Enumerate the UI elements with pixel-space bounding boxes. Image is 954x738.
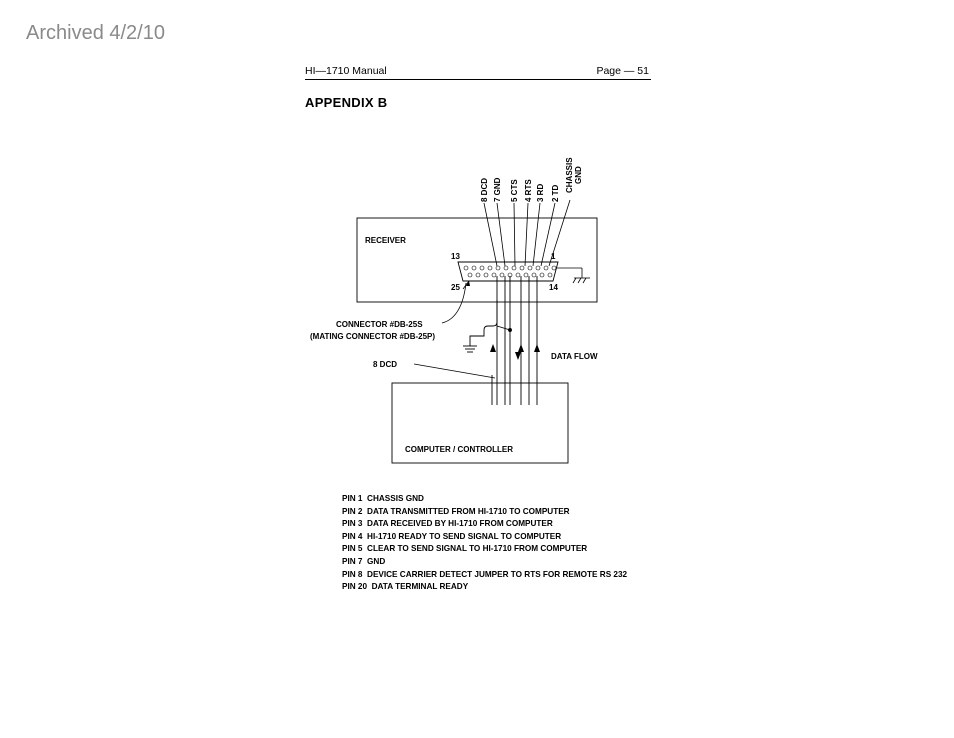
page-number: Page — 51 (596, 65, 649, 77)
pin-row (342, 543, 627, 556)
receiver-box (357, 218, 597, 302)
pin-description: GND (367, 556, 386, 566)
pin-description: HI-1710 READY TO SEND SIGNAL TO COMPUTER (367, 531, 562, 541)
pin-number: PIN 2 (342, 506, 368, 516)
pin-row (342, 518, 627, 531)
pin-number: PIN 1 (342, 494, 368, 503)
pin-14-label: 14 (549, 283, 558, 292)
pin-row (342, 506, 627, 519)
computer-label: COMPUTER / CONTROLLER (405, 445, 513, 454)
pin-description: DEVICE CARRIER DETECT JUMPER TO RTS FOR REMOTE RS 232 (367, 569, 628, 579)
pin-label-gnd: 7 GND (493, 177, 502, 202)
connector-label: CONNECTOR #DB-25S (336, 320, 423, 329)
pin-number: PIN 20 (342, 582, 372, 592)
pin-row (342, 493, 627, 506)
connector-pins-top (464, 266, 556, 270)
chassis-label: CHASSIS (565, 157, 574, 193)
db25-connector (458, 262, 558, 281)
data-flow-arrows (490, 344, 540, 360)
pin-25-label: 25 (451, 283, 460, 292)
pin-number: PIN 8 (342, 569, 368, 579)
pin-number: PIN 4 (342, 531, 368, 541)
pin-description: CHASSIS GND (367, 494, 424, 503)
pin-row (342, 581, 627, 594)
dcd-jumper (463, 300, 512, 352)
data-flow-label: DATA FLOW (551, 352, 598, 361)
pin-number: PIN 3 (342, 519, 368, 529)
pin-description: CLEAR TO SEND SIGNAL TO HI-1710 FROM COMPUTER (367, 544, 588, 554)
pin-label-dcd: 8 DCD (480, 177, 489, 202)
dcd-label: 8 DCD (373, 360, 398, 369)
pin-label-rts: 4 RTS (524, 179, 533, 202)
chassis-ground-symbol (556, 268, 590, 283)
pin-description: DATA TERMINAL READY (371, 582, 469, 592)
pin-1-label: 1 (551, 252, 556, 261)
section-title: APPENDIX B (305, 95, 388, 110)
pin-labels (480, 157, 583, 202)
pin-description-list (342, 493, 627, 594)
pin-number: PIN 5 (342, 544, 368, 554)
pin-row (342, 556, 627, 569)
manual-title: HI—1710 Manual (305, 65, 387, 77)
gnd-label: GND (574, 166, 583, 184)
pin-13-label: 13 (451, 252, 460, 261)
pin-label-rd: 3 RD (536, 183, 545, 202)
label-leader-lines (484, 200, 570, 266)
pin-label-cts: 5 CTS (510, 179, 519, 202)
archived-watermark: Archived 4/2/10 (26, 22, 165, 44)
pin-description: DATA RECEIVED BY HI-1710 FROM COMPUTER (367, 519, 553, 529)
pin-label-td: 2 TD (551, 184, 560, 202)
signal-wires (492, 276, 537, 405)
pin-description: DATA TRANSMITTED FROM HI-1710 TO COMPUTER (367, 506, 570, 516)
receiver-label: RECEIVER (365, 236, 406, 245)
pin-number: PIN 7 (342, 556, 368, 566)
pin-row (342, 569, 627, 582)
mating-connector-label: (MATING CONNECTOR #DB-25P) (310, 332, 436, 341)
pin-row (342, 531, 627, 544)
